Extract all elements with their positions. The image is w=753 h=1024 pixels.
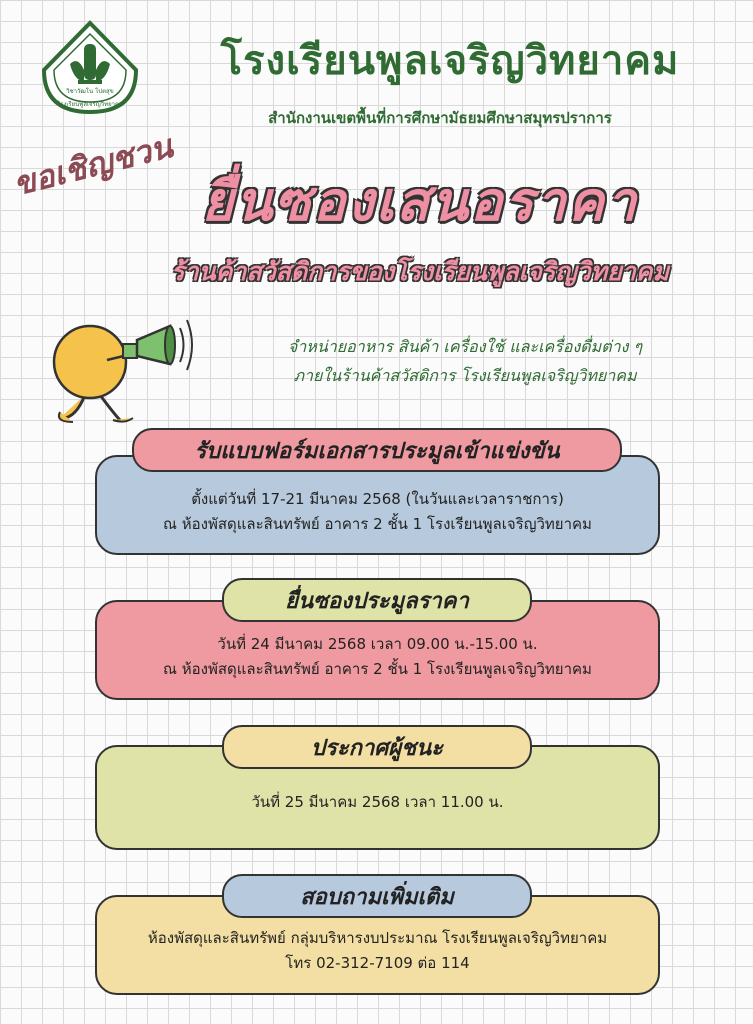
svg-text:โรงเรียนพูลเจริญวิทยาคม: โรงเรียนพูลเจริญวิทยาคม (57, 101, 123, 108)
section-4-line-2: โทร 02-312-7109 ต่อ 114 (285, 954, 470, 972)
office-name: สำนักงานเขตพื้นที่การศึกษามัธยมศึกษาสมุทรปราการ (268, 109, 612, 127)
invite-text: ขอเชิญชวน (9, 126, 177, 204)
megaphone-mascot-icon (45, 300, 205, 440)
school-title: โรงเรียนพูลเจริญวิทยาคม (220, 38, 680, 84)
description-line-2: ภายในร้านค้าสวัสดิการ โรงเรียนพูลเจริญวิทยาคม (293, 366, 637, 385)
description (205, 332, 725, 390)
section-2-line-2: ณ ห้องพัสดุและสินทรัพย์ อาคาร 2 ชั้น 1 โรงเรียนพูลเจริญวิทยาคม (163, 660, 592, 678)
section-2-line-1: วันที่ 24 มีนาคม 2568 เวลา 09.00 น.-15.00 น. (217, 635, 538, 653)
section-4-line-1: ห้องพัสดุและสินทรัพย์ กลุ่มบริหารงบประมาณ โรงเรียนพูลเจริญวิทยาคม (147, 929, 608, 947)
section-3-title: ประกาศผู้ชนะ (222, 725, 532, 769)
headline: ยื่นซองเสนอราคา (201, 170, 639, 233)
section-4-title: สอบถามเพิ่มเติม (222, 874, 532, 918)
section-1-line-1: ตั้งแต่วันที่ 17-21 มีนาคม 2568 (ในวันและเวลาราชการ) (191, 490, 564, 508)
subheadline: ร้านค้าสวัสดิการของโรงเรียนพูลเจริญวิทยาคม (171, 257, 669, 286)
description-line-1: จำหน่ายอาหาร สินค้า เครื่องใช้ และเครื่องดื่มต่าง ๆ (287, 337, 643, 356)
school-logo (40, 20, 140, 116)
section-1-title: รับแบบฟอร์มเอกสารประมูลเข้าแข่งขัน (132, 428, 622, 472)
section-1-line-2: ณ ห้องพัสดุและสินทรัพย์ อาคาร 2 ชั้น 1 โรงเรียนพูลเจริญวิทยาคม (163, 515, 592, 533)
svg-text:วิชาวัฒโน โปตสุข: วิชาวัฒโน โปตสุข (66, 88, 114, 95)
section-3-line-1: วันที่ 25 มีนาคม 2568 เวลา 11.00 น. (251, 793, 504, 811)
section-2-title: ยื่นซองประมูลราคา (222, 578, 532, 622)
